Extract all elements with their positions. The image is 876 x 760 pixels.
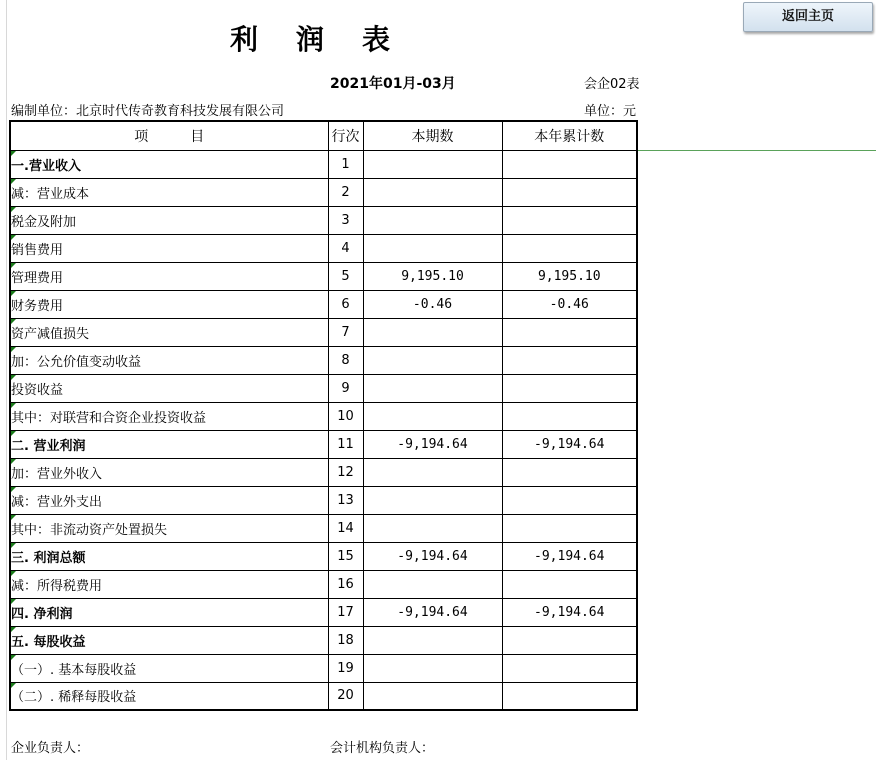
table-row <box>10 486 637 514</box>
row-ytd-amount-cell[interactable]: -9,194.64 <box>502 598 637 626</box>
row-line-cell[interactable]: 7 <box>328 318 363 346</box>
row-line-cell[interactable]: 1 <box>328 150 363 178</box>
table-row <box>10 374 637 402</box>
row-line-cell[interactable]: 10 <box>328 402 363 430</box>
row-current-amount-cell[interactable] <box>363 346 502 374</box>
row-current-amount-cell[interactable] <box>363 486 502 514</box>
row-current-amount-cell[interactable] <box>363 374 502 402</box>
row-line-cell[interactable]: 9 <box>328 374 363 402</box>
row-item-cell[interactable]: 减：营业成本 <box>10 178 328 206</box>
table-row <box>10 654 637 682</box>
table-row <box>10 682 637 710</box>
row-ytd-amount-cell[interactable]: -9,194.64 <box>502 542 637 570</box>
row-item-cell[interactable]: 三. 利润总额 <box>10 542 328 570</box>
row-ytd-amount-cell[interactable] <box>502 682 637 710</box>
row-item-cell[interactable]: 加：营业外收入 <box>10 458 328 486</box>
table-row <box>10 458 637 486</box>
row-ytd-amount-cell[interactable] <box>502 346 637 374</box>
report-period: 2021年01月-03月 <box>330 76 456 92</box>
table-row <box>10 402 637 430</box>
row-item-cell[interactable]: 减：营业外支出 <box>10 486 328 514</box>
row-ytd-amount-cell[interactable] <box>502 374 637 402</box>
row-ytd-amount-cell[interactable]: -9,194.64 <box>502 430 637 458</box>
row-item-cell[interactable]: 其中：非流动资产处置损失 <box>10 514 328 542</box>
enterprise-head-label: 企业负责人： <box>11 741 90 756</box>
row-line-cell[interactable]: 13 <box>328 486 363 514</box>
row-item-cell[interactable]: 五. 每股收益 <box>10 626 328 654</box>
row-current-amount-cell[interactable]: -9,194.64 <box>363 542 502 570</box>
row-ytd-amount-cell[interactable] <box>502 206 637 234</box>
row-item-cell[interactable]: 资产减值损失 <box>10 318 328 346</box>
table-row <box>10 430 637 458</box>
row-ytd-amount-cell[interactable] <box>502 318 637 346</box>
row-current-amount-cell[interactable]: -9,194.64 <box>363 430 502 458</box>
header-current: 本期数 <box>363 121 502 150</box>
header-line: 行次 <box>328 121 363 150</box>
row-line-cell[interactable]: 5 <box>328 262 363 290</box>
row-line-cell[interactable]: 20 <box>328 682 363 710</box>
header-item: 项 目 <box>10 121 328 150</box>
table-row <box>10 514 637 542</box>
table-row <box>10 290 637 318</box>
row-line-cell[interactable]: 11 <box>328 430 363 458</box>
row-item-cell[interactable]: 一.营业收入 <box>10 150 328 178</box>
row-line-cell[interactable]: 12 <box>328 458 363 486</box>
table-row <box>10 234 637 262</box>
row-item-cell[interactable]: 管理费用 <box>10 262 328 290</box>
row-current-amount-cell[interactable]: -0.46 <box>363 290 502 318</box>
table-row <box>10 626 637 654</box>
row-line-cell[interactable]: 2 <box>328 178 363 206</box>
row-ytd-amount-cell[interactable]: -0.46 <box>502 290 637 318</box>
row-ytd-amount-cell[interactable] <box>502 514 637 542</box>
report-title: 利润表 <box>230 23 429 56</box>
company-name: 编制单位：北京时代传奇教育科技发展有限公司 <box>11 104 285 119</box>
row-item-cell[interactable]: （二）. 稀释每股收益 <box>10 682 328 710</box>
row-ytd-amount-cell[interactable] <box>502 234 637 262</box>
row-ytd-amount-cell[interactable] <box>502 402 637 430</box>
row-current-amount-cell[interactable]: 9,195.10 <box>363 262 502 290</box>
table-row <box>10 206 637 234</box>
row-ytd-amount-cell[interactable] <box>502 626 637 654</box>
table-row <box>10 598 637 626</box>
row-line-cell[interactable]: 18 <box>328 626 363 654</box>
row-current-amount-cell[interactable] <box>363 206 502 234</box>
row-ytd-amount-cell[interactable] <box>502 486 637 514</box>
row-current-amount-cell[interactable] <box>363 626 502 654</box>
header-ytd: 本年累计数 <box>502 121 637 150</box>
row-line-cell[interactable]: 6 <box>328 290 363 318</box>
row-current-amount-cell[interactable] <box>363 514 502 542</box>
table-row <box>10 318 637 346</box>
row-ytd-amount-cell[interactable] <box>502 458 637 486</box>
table-row <box>10 570 637 598</box>
row-current-amount-cell[interactable] <box>363 318 502 346</box>
row-ytd-amount-cell[interactable] <box>502 150 637 178</box>
table-row <box>10 346 637 374</box>
row-line-cell[interactable]: 19 <box>328 654 363 682</box>
row-current-amount-cell[interactable] <box>363 402 502 430</box>
row-ytd-amount-cell[interactable]: 9,195.10 <box>502 262 637 290</box>
income-statement-table <box>9 120 638 711</box>
selection-guide-line <box>637 150 876 151</box>
row-item-cell[interactable]: 其中：对联营和合资企业投资收益 <box>10 402 328 430</box>
row-item-cell[interactable]: 税金及附加 <box>10 206 328 234</box>
row-current-amount-cell[interactable] <box>363 570 502 598</box>
row-current-amount-cell[interactable] <box>363 150 502 178</box>
row-item-cell[interactable]: （一）. 基本每股收益 <box>10 654 328 682</box>
row-item-cell[interactable]: 减：所得税费用 <box>10 570 328 598</box>
row-ytd-amount-cell[interactable] <box>502 178 637 206</box>
row-current-amount-cell[interactable] <box>363 682 502 710</box>
table-row <box>10 178 637 206</box>
row-ytd-amount-cell[interactable] <box>502 654 637 682</box>
row-item-cell[interactable]: 二. 营业利润 <box>10 430 328 458</box>
accounting-head-label: 会计机构负责人： <box>330 741 435 756</box>
row-line-cell[interactable]: 14 <box>328 514 363 542</box>
row-item-cell[interactable]: 销售费用 <box>10 234 328 262</box>
table-header-row <box>10 121 637 150</box>
currency-unit: 单位：元 <box>584 104 637 119</box>
row-line-cell[interactable]: 15 <box>328 542 363 570</box>
table-row <box>10 542 637 570</box>
row-current-amount-cell[interactable] <box>363 234 502 262</box>
row-line-cell[interactable]: 3 <box>328 206 363 234</box>
row-item-cell[interactable]: 加：公允价值变动收益 <box>10 346 328 374</box>
row-current-amount-cell[interactable]: -9,194.64 <box>363 598 502 626</box>
row-ytd-amount-cell[interactable] <box>502 570 637 598</box>
form-code: 会企02表 <box>584 77 640 92</box>
row-current-amount-cell[interactable] <box>363 654 502 682</box>
row-line-cell[interactable]: 16 <box>328 570 363 598</box>
row-line-cell[interactable]: 4 <box>328 234 363 262</box>
table-row <box>10 150 637 178</box>
row-item-cell[interactable]: 财务费用 <box>10 290 328 318</box>
return-home-button[interactable]: 返回主页 <box>743 2 873 32</box>
row-current-amount-cell[interactable] <box>363 178 502 206</box>
sheet-gridline <box>6 0 7 760</box>
row-line-cell[interactable]: 8 <box>328 346 363 374</box>
table-row <box>10 262 637 290</box>
row-item-cell[interactable]: 投资收益 <box>10 374 328 402</box>
row-item-cell[interactable]: 四. 净利润 <box>10 598 328 626</box>
row-line-cell[interactable]: 17 <box>328 598 363 626</box>
row-current-amount-cell[interactable] <box>363 458 502 486</box>
